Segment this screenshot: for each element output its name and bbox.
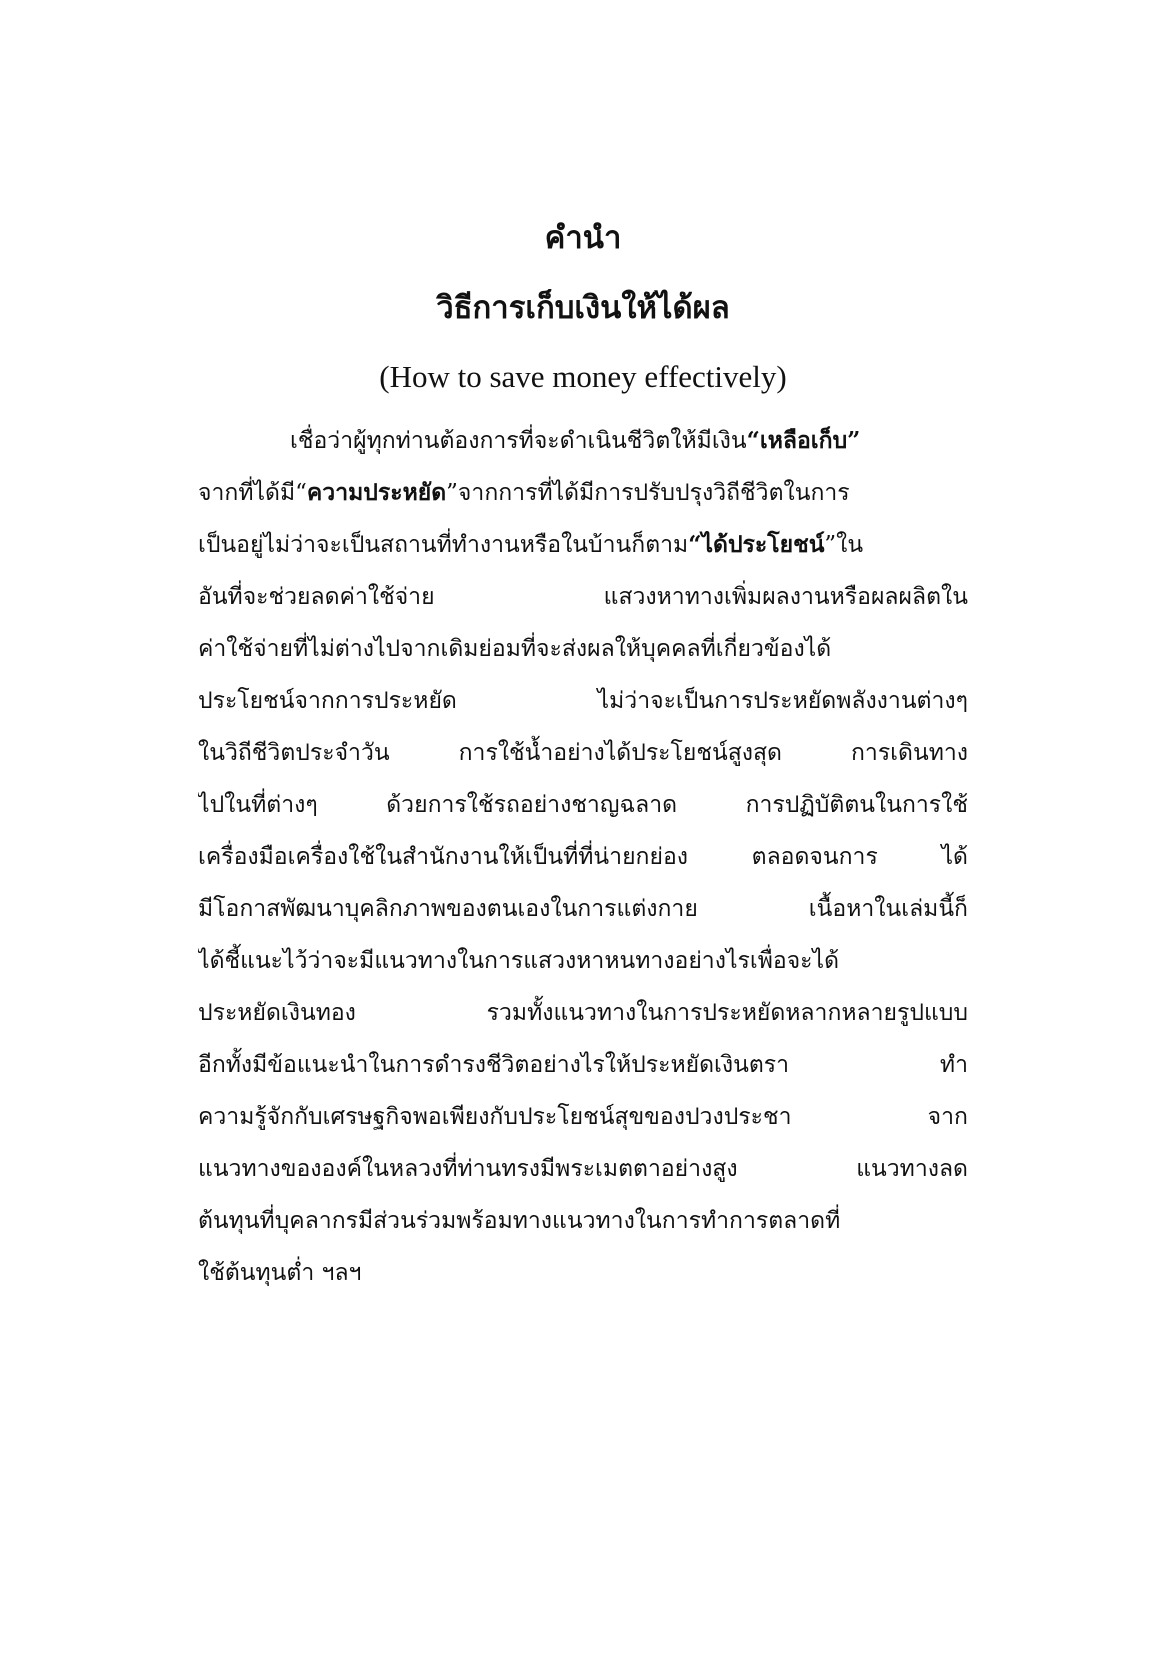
line-text: เครื่องมือเครื่องใช้ในสำนักงานให้เป็นที่ที่น่ายกย่อง ตลอดจนการ ได้: [198, 844, 968, 870]
page-title: คำนำ: [544, 220, 622, 256]
line-text: ประโยชน์จากการประหยัด ไม่ว่าจะเป็นการประหยัดพลังงานต่างๆ: [198, 688, 968, 714]
line-text: มีโอกาสพัฒนาบุคลิกภาพของตนเองในการแต่งกาย เนื้อหาในเล่มนี้ก็: [198, 896, 968, 922]
paragraph-line: [198, 779, 968, 831]
body-paragraph: [198, 415, 968, 1299]
paragraph-line: [198, 1143, 968, 1195]
line-text: ”ใน: [824, 532, 864, 558]
paragraph-line: [198, 623, 968, 675]
line-text: จากที่ได้มี“: [198, 480, 307, 506]
line-text: ประหยัดเงินทอง รวมทั้งแนวทางในการประหยัดหลากหลายรูปแบบ: [198, 1000, 968, 1026]
paragraph-line: [198, 883, 968, 935]
paragraph-line: [198, 675, 968, 727]
line-text: ได้ชี้แนะไว้ว่าจะมีแนวทางในการแสวงหาหนทางอย่างไรเพื่อจะได้: [198, 948, 840, 974]
paragraph-line: [198, 987, 968, 1039]
emphasized-text: “ได้ประโยชน์: [688, 531, 825, 558]
line-text: เชื่อว่าผู้ทุกท่านต้องการที่จะดำเนินชีวิตให้มีเงิน: [290, 428, 747, 454]
line-text: ความรู้จักกับเศรษฐกิจพอเพียงกับประโยชน์สุขของปวงประชา จาก: [198, 1104, 968, 1130]
line-text: แนวทางขององค์ในหลวงที่ท่านทรงมีพระเมตตาอย่างสูง แนวทางลด: [198, 1156, 968, 1182]
paragraph-line: [198, 727, 968, 779]
paragraph-line: [198, 831, 968, 883]
paragraph-line: [198, 1247, 968, 1299]
paragraph-line: [198, 935, 968, 987]
paragraph-line: [198, 1091, 968, 1143]
emphasized-text: “เหลือเก็บ”: [746, 427, 861, 454]
document-subtitle: (How to save money effectively): [379, 359, 787, 394]
line-text: ไปในที่ต่างๆ ด้วยการใช้รถอย่างชาญฉลาด การปฏิบัติตนในการใช้: [198, 792, 968, 818]
line-text: ต้นทุนที่บุคลากรมีส่วนร่วมพร้อมทางแนวทางในการทำการตลาดที่: [198, 1208, 841, 1234]
paragraph-line: [198, 467, 968, 519]
line-text: อีกทั้งมีข้อแนะนำในการดำรงชีวิตอย่างไรให้ประหยัดเงินตรา ทำ: [198, 1052, 968, 1078]
line-text: ในวิถีชีวิตประจำวัน การใช้น้ำอย่างได้ประโยชน์สูงสุด การเดินทาง: [198, 740, 968, 766]
document-heading: วิธีการเก็บเงินให้ได้ผล: [436, 290, 730, 326]
line-text: ”จากการที่ได้มีการปรับปรุงวิถีชีวิตในการ: [446, 480, 850, 506]
paragraph-line: [198, 519, 968, 571]
emphasized-text: ความประหยัด: [306, 479, 447, 506]
line-text: เป็นอยู่ไม่ว่าจะเป็นสถานที่ทำงานหรือในบ้านก็ตาม: [198, 532, 689, 558]
paragraph-line: [198, 571, 968, 623]
line-text: ค่าใช้จ่ายที่ไม่ต่างไปจากเดิมย่อมที่จะส่งผลให้บุคคลที่เกี่ยวข้องได้: [198, 636, 832, 662]
paragraph-line: [198, 1039, 968, 1091]
paragraph-line: [198, 1195, 968, 1247]
line-text: อันที่จะช่วยลดค่าใช้จ่าย แสวงหาทางเพิ่มผลงานหรือผลผลิตใน: [198, 584, 968, 610]
paragraph-line: [198, 415, 968, 467]
line-text: ใช้ต้นทุนต่ำ ฯลฯ: [198, 1260, 362, 1286]
